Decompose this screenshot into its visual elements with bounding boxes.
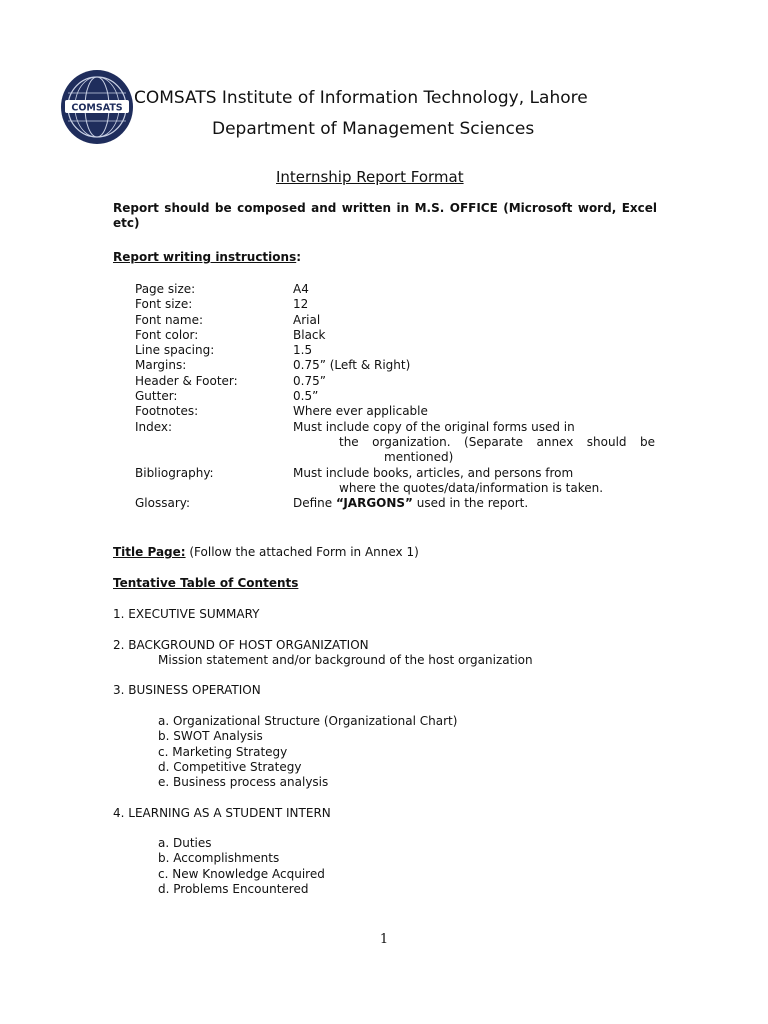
page-number: 1 <box>379 932 389 947</box>
section-1: 1. EXECUTIVE SUMMARY <box>113 607 260 621</box>
svg-text:COMSATS: COMSATS <box>71 102 123 114</box>
list-item: d. Problems Encountered <box>158 881 309 896</box>
section-3: 3. BUSINESS OPERATION <box>113 683 261 697</box>
list-item: b. SWOT Analysis <box>158 729 263 744</box>
list-item: c. Marketing Strategy <box>158 744 288 759</box>
settings-list <box>135 282 655 511</box>
section-2: 2. BACKGROUND OF HOST ORGANIZATION <box>113 638 369 652</box>
list-item: b. Accomplishments <box>158 851 280 866</box>
setting-row: Font color: Black <box>135 327 326 342</box>
department-name: Department of Management Sciences <box>212 119 535 139</box>
list-item: c. New Knowledge Acquired <box>158 866 325 881</box>
setting-row: Gutter: 0.5” <box>135 389 319 404</box>
setting-row: Font size: 12 <box>135 297 309 312</box>
setting-row-glossary: Glossary: Define “JARGONS” used in the report. <box>135 496 529 511</box>
setting-row: Margins: 0.75” (Left & Right) <box>135 358 411 373</box>
list-item: a. Duties <box>158 836 212 850</box>
setting-row: Page size: A4 <box>135 282 309 296</box>
section-4-items <box>158 836 325 897</box>
section-2-description: Mission statement and/or background of the host organization <box>158 653 533 667</box>
title-page-note: Title Page: (Follow the attached Form in Annex 1) <box>113 545 419 559</box>
setting-row-bibliography: Bibliography: Must include books, articles, and persons from where the quotes/data/information is taken. <box>135 465 604 495</box>
setting-row: Line spacing: 1.5 <box>135 343 313 358</box>
list-item: e. Business process analysis <box>158 775 329 790</box>
document-title: Internship Report Format <box>276 168 464 186</box>
setting-row-index: Index: Must include copy of the original forms used in the organization. (Separate annex should be mentioned) <box>135 419 655 465</box>
intro-paragraph: Report should be composed and written in M.S. OFFICE (Microsoft word, Excel etc) <box>113 201 657 230</box>
instructions-heading: Report writing instructions: <box>113 250 302 264</box>
setting-row: Footnotes: Where ever applicable <box>135 404 428 419</box>
section-4: 4. LEARNING AS A STUDENT INTERN <box>113 806 331 820</box>
list-item: d. Competitive Strategy <box>158 759 302 774</box>
setting-row: Header & Footer: 0.75” <box>135 373 326 388</box>
toc-heading: Tentative Table of Contents <box>113 576 299 590</box>
comsats-logo <box>60 69 134 145</box>
section-3-items <box>158 714 457 790</box>
setting-row: Font name: Arial <box>135 312 321 327</box>
institute-name: COMSATS Institute of Information Technology, Lahore <box>134 88 588 108</box>
list-item: a. Organizational Structure (Organizational Chart) <box>158 714 458 728</box>
